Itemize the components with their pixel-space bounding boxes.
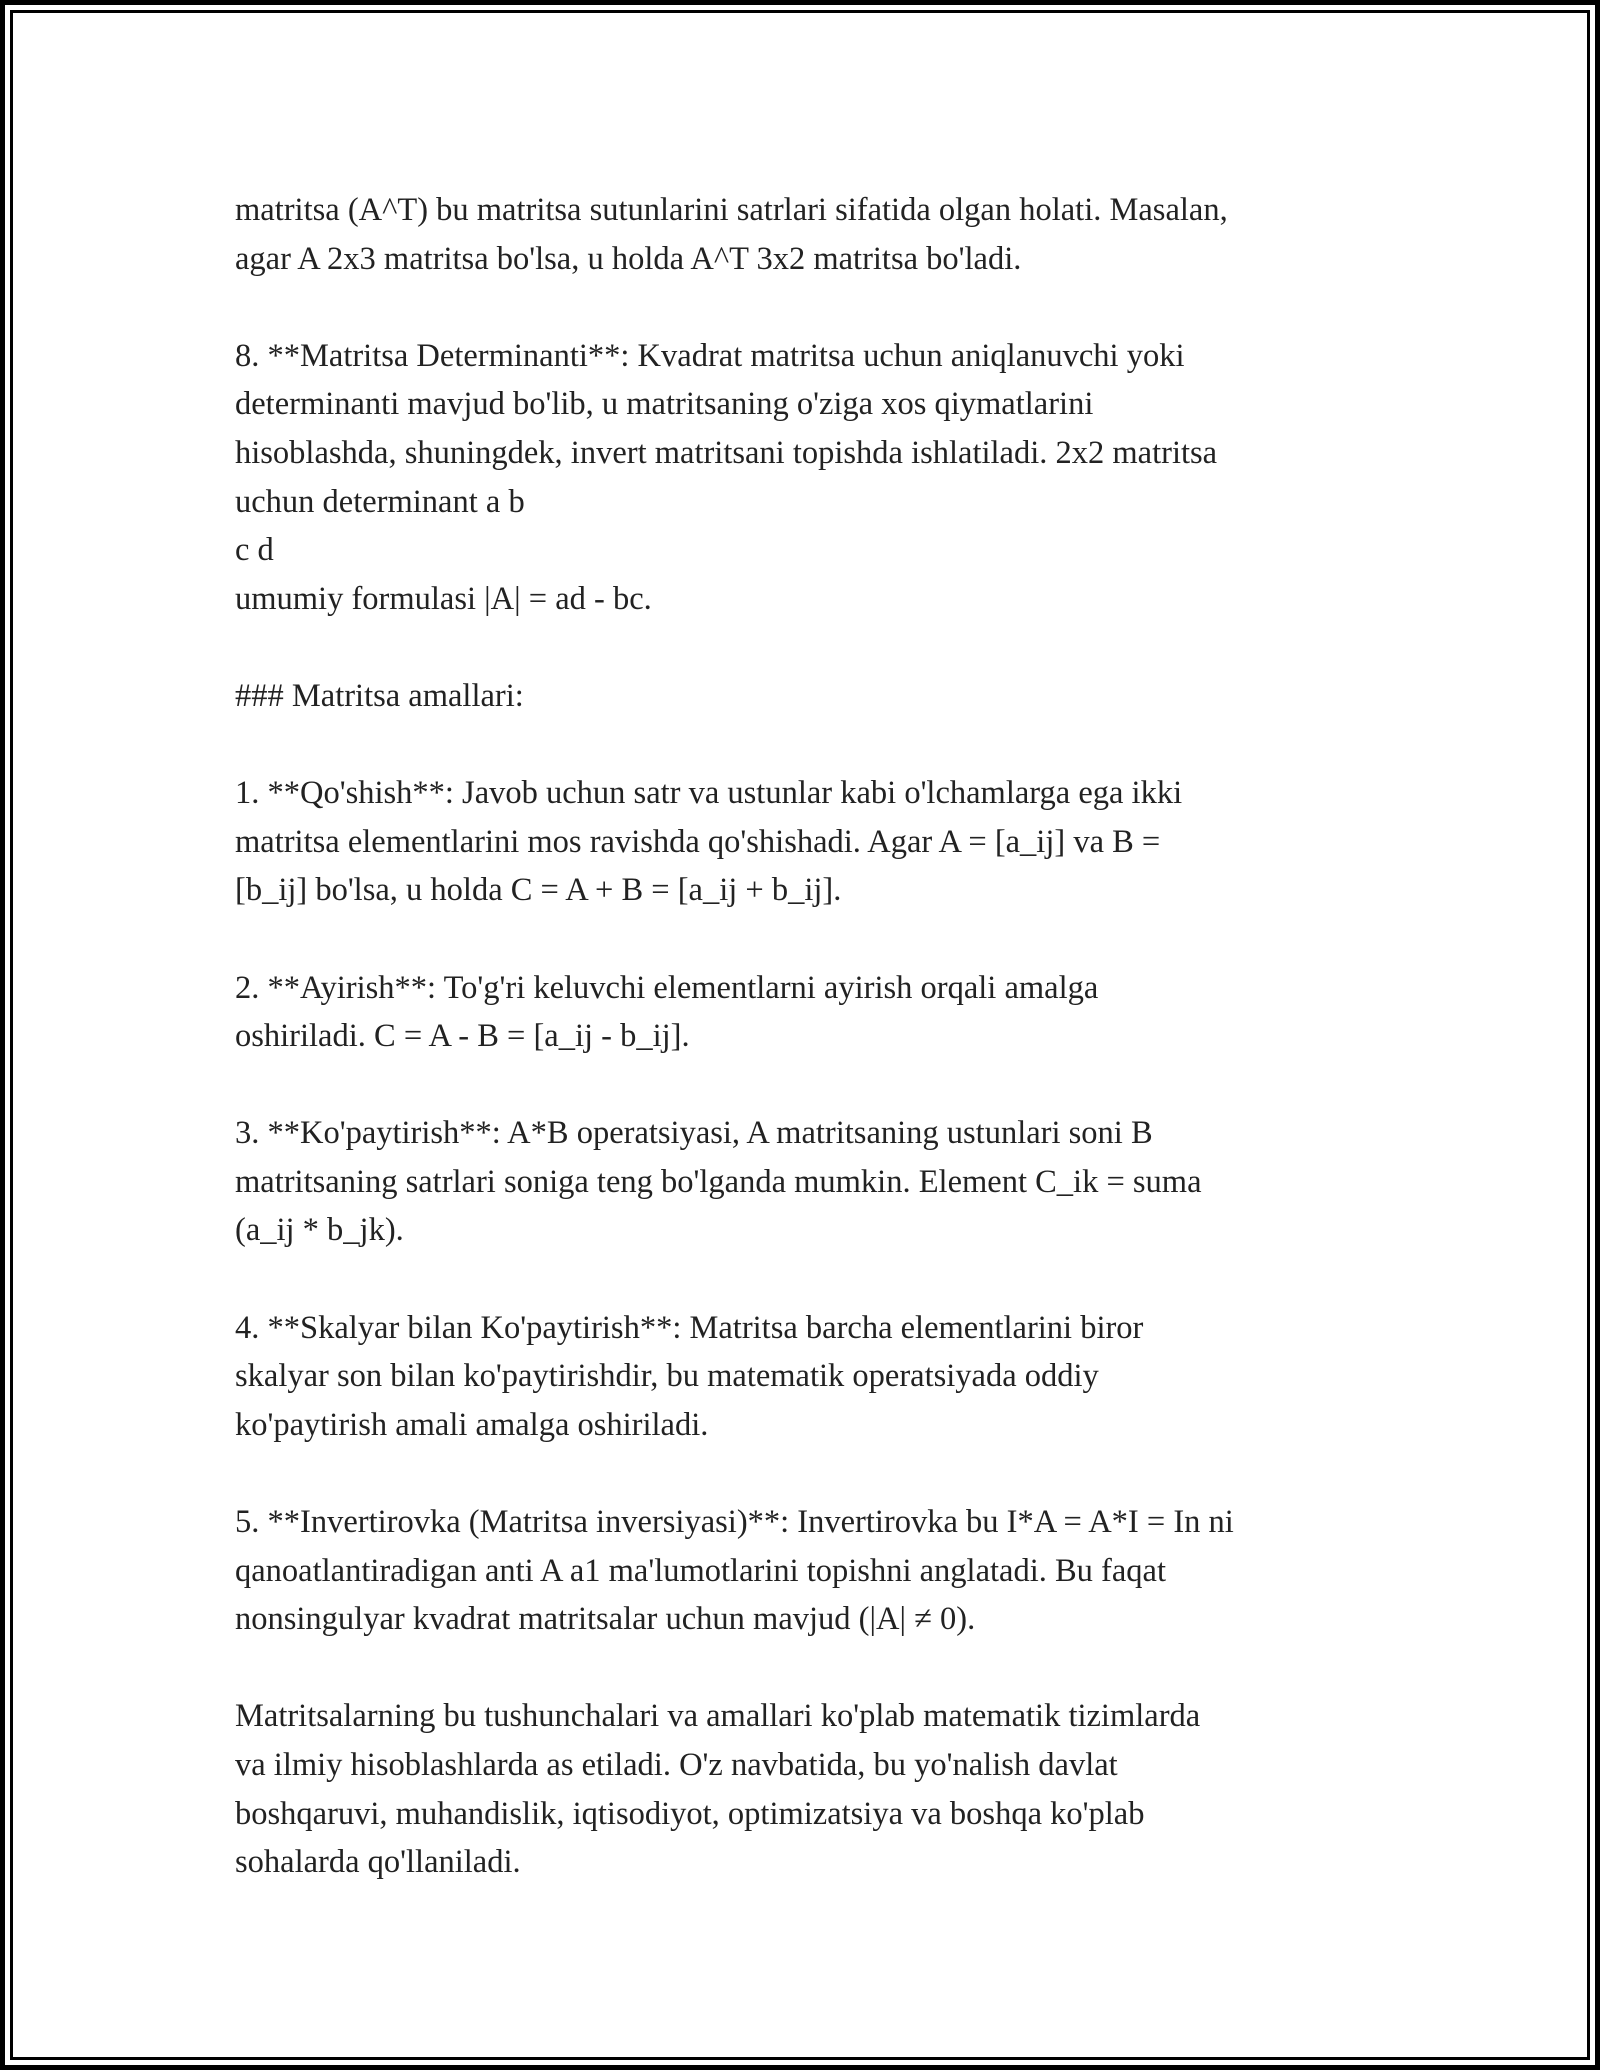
text-line: matritsa elementlarini mos ravishda qo'shishadi. Agar A = [a_ij] va B = bbox=[235, 823, 1161, 860]
text-line: ko'paytirish amali amalga oshiriladi. bbox=[235, 1406, 709, 1443]
paragraph-subtraction bbox=[235, 964, 1395, 1061]
text-line: oshiriladi. C = A - B = [a_ij - b_ij]. bbox=[235, 1018, 690, 1055]
text-line: matritsa (A^T) bu matritsa sutunlarini satrlari sifatida olgan holati. Masalan, bbox=[235, 192, 1228, 228]
text-line: va ilmiy hisoblashlarda as etiladi. O'z navbatida, bu yo'nalish davlat bbox=[235, 1747, 1118, 1783]
text-line: [b_ij] bo'lsa, u holda C = A + B = [a_ij + b_ij]. bbox=[235, 872, 842, 909]
text-line: Matritsalarning bu tushunchalari va amallari ko'plab matematik tizimlarda bbox=[235, 1698, 1201, 1735]
text-line: boshqaruvi, muhandislik, iqtisodiyot, optimizatsiya va boshqa ko'plab bbox=[235, 1795, 1145, 1832]
text-line: determinanti mavjud bo'lib, u matritsaning o'ziga xos qiymatlarini bbox=[235, 386, 1094, 423]
heading-line: ### Matritsa amallari: bbox=[235, 677, 524, 714]
text-line: 5. **Invertirovka (Matritsa inversiyasi)**: Invertirovka bu I*A = A*I = In ni bbox=[235, 1504, 1234, 1541]
text-line: 1. **Qo'shish**: Javob uchun satr va ustunlar kabi o'lchamlarga ega ikki bbox=[235, 775, 1183, 812]
paragraph-scalar-multiplication bbox=[235, 1304, 1395, 1450]
paragraph-addition bbox=[235, 769, 1395, 915]
text-line: hisoblashda, shuningdek, invert matritsani topishda ishlatiladi. 2x2 matritsa bbox=[235, 434, 1218, 471]
text-line: umumiy formulasi |A| = ad - bc. bbox=[235, 580, 652, 617]
text-line: qanoatlantiradigan anti A a1 ma'lumotlarini topishni anglatadi. Bu faqat bbox=[235, 1552, 1166, 1589]
text-line: 3. **Ko'paytirish**: A*B operatsiyasi, A matritsaning ustunlari soni B bbox=[235, 1115, 1153, 1152]
text-line: sohalarda qo'llaniladi. bbox=[235, 1844, 521, 1881]
section-heading-operations bbox=[235, 672, 1395, 721]
paragraph-inversion bbox=[235, 1498, 1395, 1644]
paragraph-determinant bbox=[235, 332, 1395, 624]
document-body bbox=[235, 186, 1395, 1935]
text-line: matritsaning satrlari soniga teng bo'lganda mumkin. Element C_ik = suma bbox=[235, 1163, 1202, 1200]
text-line: 2. **Ayirish**: To'g'ri keluvchi elementlarni ayirish orqali amalga bbox=[235, 969, 1099, 1006]
text-line: agar A 2x3 matritsa bo'lsa, u holda A^T 3x2 matritsa bo'ladi. bbox=[235, 240, 1022, 277]
paragraph-transpose-continuation bbox=[235, 186, 1395, 283]
text-line: skalyar son bilan ko'paytirishdir, bu matematik operatsiyada oddiy bbox=[235, 1358, 1099, 1395]
text-line: 4. **Skalyar bilan Ko'paytirish**: Matritsa barcha elementlarini biror bbox=[235, 1309, 1144, 1346]
text-line: uchun determinant a b bbox=[235, 483, 525, 520]
paragraph-conclusion bbox=[235, 1692, 1395, 1886]
text-line: 8. **Matritsa Determinanti**: Kvadrat matritsa uchun aniqlanuvchi yoki bbox=[235, 337, 1185, 374]
paragraph-multiplication bbox=[235, 1109, 1395, 1255]
text-line: (a_ij * b_jk). bbox=[235, 1212, 404, 1249]
text-line: nonsingulyar kvadrat matritsalar uchun mavjud (|A| ≠ 0). bbox=[235, 1601, 976, 1638]
text-line: c d bbox=[235, 532, 274, 569]
